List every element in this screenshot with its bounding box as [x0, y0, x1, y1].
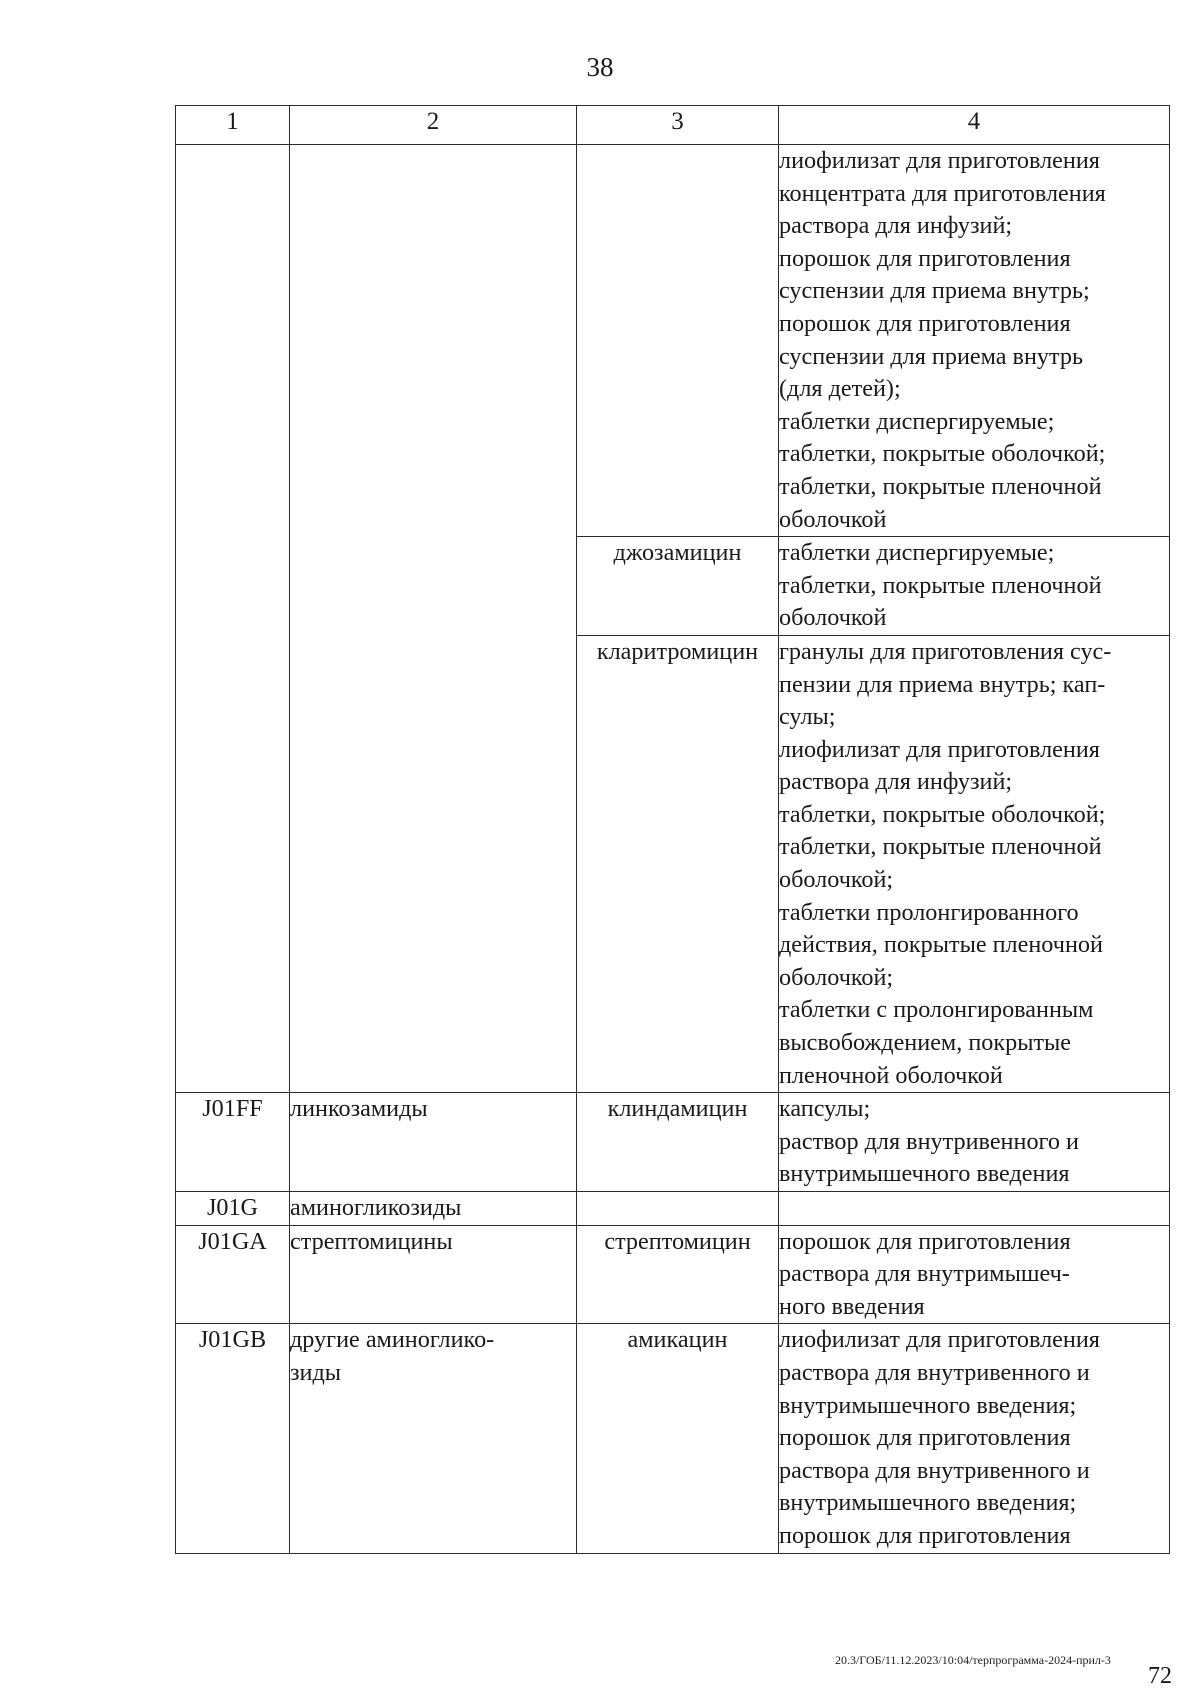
group-name-line: линкозамиды — [290, 1095, 428, 1123]
group-name-cell — [290, 1225, 577, 1324]
dosage-form-line: таблетки, покрытые пленочной — [779, 571, 1102, 599]
drug-name-cell: амикацин — [577, 1324, 779, 1553]
table-body — [176, 145, 1170, 1554]
dosage-form-line: раствора для внутримышеч- — [779, 1260, 1070, 1288]
dosage-form-line: раствора для инфузий; — [779, 212, 1013, 240]
sheet-number: 72 — [1148, 1663, 1172, 1689]
drug-name-cell — [577, 145, 779, 537]
dosage-form-line: капсулы; — [779, 1095, 871, 1123]
dosage-form-line: пензии для приема внутрь; кап- — [779, 670, 1106, 698]
dosage-form-line: раствора для инфузий; — [779, 768, 1013, 796]
dosage-form-line: таблетки, покрытые пленочной — [779, 472, 1102, 500]
dosage-form-line: сулы; — [779, 703, 836, 731]
dosage-form-line: таблетки, покрытые пленочной — [779, 833, 1102, 861]
column-header-3: 3 — [577, 106, 779, 145]
dosage-form-line: оболочкой; — [779, 963, 894, 991]
dosage-form-line: лиофилизат для приготовления — [779, 735, 1100, 763]
group-name-line: зиды — [290, 1358, 342, 1386]
group-name-line: стрептомицины — [290, 1227, 453, 1255]
header-row — [176, 106, 1170, 145]
drug-name-cell: клиндамицин — [577, 1093, 779, 1192]
page-number: 38 — [586, 52, 614, 82]
dosage-form-line: внутримышечного введения; — [779, 1489, 1077, 1517]
drug-name-cell: стрептомицин — [577, 1225, 779, 1324]
dosage-form-line: действия, покрытые пленочной — [779, 931, 1103, 959]
group-name-cell — [290, 145, 577, 1093]
dosage-form-line: оболочкой — [779, 505, 887, 533]
dosage-form-line: концентрата для приготовления — [779, 179, 1106, 207]
dosage-form-line: гранулы для приготовления сус- — [779, 637, 1112, 665]
dosage-form-line: внутримышечного введения; — [779, 1391, 1077, 1419]
dosage-forms-cell — [779, 635, 1170, 1092]
column-header-2: 2 — [290, 106, 577, 145]
dosage-form-line: (для детей); — [779, 375, 901, 403]
dosage-form-line: таблетки с пролонгированным — [779, 996, 1094, 1024]
table-row — [176, 1324, 1170, 1553]
dosage-form-line: таблетки диспергируемые; — [779, 407, 1055, 435]
dosage-form-line: порошок для приготовления — [779, 244, 1071, 272]
group-name-cell — [290, 1324, 577, 1553]
dosage-forms-cell — [779, 1324, 1170, 1553]
dosage-form-line: таблетки, покрытые оболочкой; — [779, 440, 1106, 468]
dosage-form-line: порошок для приготовления — [779, 309, 1071, 337]
column-header-1: 1 — [176, 106, 290, 145]
dosage-forms-cell — [779, 537, 1170, 636]
dosage-forms-cell — [779, 1225, 1170, 1324]
dosage-form-line: суспензии для приема внутрь; — [779, 277, 1090, 305]
dosage-form-line: оболочкой; — [779, 866, 894, 894]
dosage-forms-cell — [779, 1192, 1170, 1226]
table-row — [176, 1225, 1170, 1324]
group-name-line: другие аминоглико- — [290, 1326, 495, 1354]
dosage-form-line: порошок для приготовления — [779, 1227, 1071, 1255]
group-name-cell — [290, 1093, 577, 1192]
dosage-form-line: оболочкой — [779, 604, 887, 632]
dosage-form-line: порошок для приготовления — [779, 1521, 1071, 1549]
dosage-form-line: пленочной оболочкой — [779, 1061, 1003, 1089]
drug-name-cell: джозамицин — [577, 537, 779, 636]
dosage-form-line: раствор для внутривенного и — [779, 1127, 1079, 1155]
dosage-form-line: внутримышечного введения — [779, 1160, 1070, 1188]
table-row — [176, 1192, 1170, 1226]
dosage-forms-cell — [779, 1093, 1170, 1192]
group-name-line: аминогликозиды — [290, 1194, 462, 1221]
dosage-form-line: раствора для внутривенного и — [779, 1358, 1090, 1386]
atc-code-cell: J01GA — [176, 1225, 290, 1324]
dosage-form-line: лиофилизат для приготовления — [779, 1326, 1100, 1354]
dosage-form-line: таблетки диспергируемые; — [779, 539, 1055, 567]
atc-code-cell — [176, 145, 290, 1093]
dosage-form-line: таблетки пролонгированного — [779, 898, 1079, 926]
drug-name-cell: кларитромицин — [577, 635, 779, 1092]
atc-code-cell: J01GB — [176, 1324, 290, 1553]
atc-code-cell: J01G — [176, 1192, 290, 1226]
dosage-form-line: высвобождением, покрытые — [779, 1029, 1072, 1057]
dosage-form-line: ного введения — [779, 1292, 925, 1320]
dosage-form-line: лиофилизат для приготовления — [779, 147, 1100, 174]
group-name-cell — [290, 1192, 577, 1226]
drug-table — [175, 105, 1170, 1554]
dosage-form-line: раствора для внутривенного и — [779, 1456, 1090, 1484]
dosage-forms-cell — [779, 145, 1170, 537]
atc-code-cell: J01FF — [176, 1093, 290, 1192]
table-row — [176, 1093, 1170, 1192]
dosage-form-line: таблетки, покрытые оболочкой; — [779, 800, 1106, 828]
footer-stamp: 20.3/ГОБ/11.12.2023/10:04/терпрограмма-2024-прил-3 — [835, 1653, 1111, 1667]
drug-name-cell — [577, 1192, 779, 1226]
dosage-form-line: суспензии для приема внутрь — [779, 342, 1083, 370]
column-header-4: 4 — [779, 106, 1170, 145]
dosage-form-line: порошок для приготовления — [779, 1424, 1071, 1452]
table-row — [176, 145, 1170, 537]
